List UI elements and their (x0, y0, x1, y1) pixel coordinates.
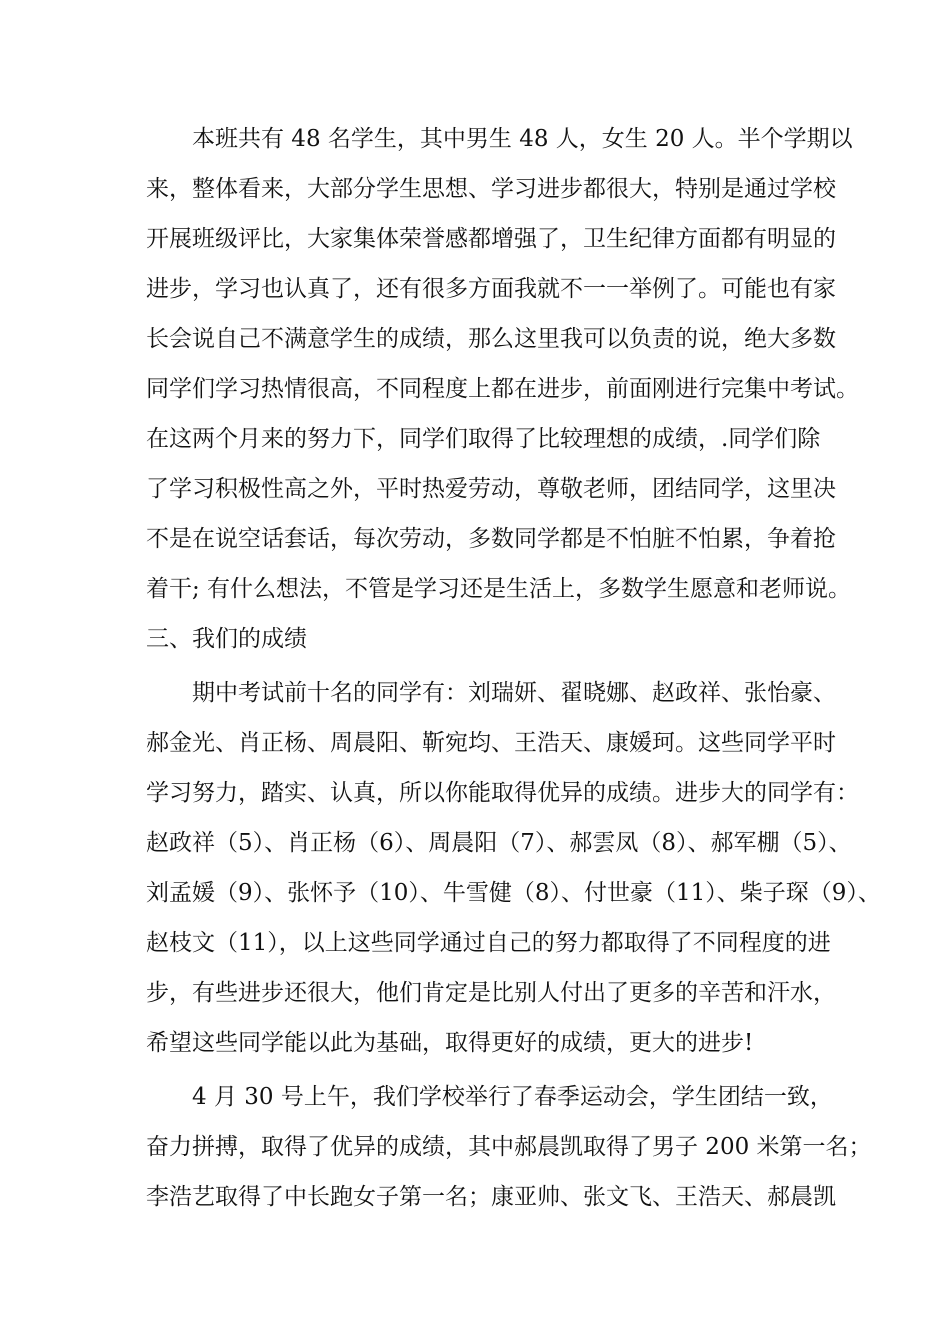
paragraph-sports-meet (146, 1072, 872, 1222)
document-body (146, 114, 881, 1222)
text-line: 期中考试前十名的同学有：刘瑞妍、翟晓娜、赵政祥、张怡豪、 (192, 680, 836, 706)
text-line: 开展班级评比，大家集体荣誉感都增强了，卫生纪律方面都有明显的 (146, 226, 836, 252)
text-line: 郝金光、肖正杨、周晨阳、靳宛均、王浩天、康媛珂。这些同学平时 (146, 730, 836, 756)
text-line: 来，整体看来，大部分学生思想、学习进步都很大，特别是通过学校 (146, 176, 836, 202)
section-heading: 三、我们的成绩 (146, 626, 307, 652)
text-line: 学习努力，踏实、认真，所以你能取得优异的成绩。进步大的同学有： (146, 780, 859, 806)
text-line: 着干; 有什么想法，不管是学习还是生活上，多数学生愿意和老师说。 (146, 576, 852, 602)
text-line: 赵枝文（11），以上这些同学通过自己的努力都取得了不同程度的进 (146, 930, 831, 956)
text-line: 长会说自己不满意学生的成绩，那么这里我可以负责的说，绝大多数 (146, 326, 836, 352)
text-line: 4 月 30 号上午，我们学校举行了春季运动会，学生团结一致， (192, 1084, 833, 1110)
paragraph-class-overview (146, 114, 859, 614)
paragraph-exam-results (146, 668, 881, 1068)
text-line: 不是在说空话套话，每次劳动，多数同学都是不怕脏不怕累，争着抢 (146, 526, 836, 552)
text-line: 进步，学习也认真了，还有很多方面我就不一一举例了。可能也有家 (146, 276, 836, 302)
text-line: 步，有些进步还很大，他们肯定是比别人付出了更多的辛苦和汗水， (146, 980, 836, 1006)
text-line: 刘孟媛（9）、张怀予（10）、牛雪健（8）、付世豪（11）、柴子琛（9）、 (146, 880, 881, 906)
text-line: 在这两个月来的努力下，同学们取得了比较理想的成绩，.同学们除 (146, 426, 821, 452)
text-line: 同学们学习热情很高，不同程度上都在进步，前面刚进行完集中考试。 (146, 376, 859, 402)
text-line: 李浩艺取得了中长跑女子第一名；康亚帅、张文飞、王浩天、郝晨凯 (146, 1184, 836, 1210)
text-line: 本班共有 48 名学生，其中男生 48 人，女生 20 人。半个学期以 (192, 126, 853, 152)
text-line: 希望这些同学能以此为基础，取得更好的成绩，更大的进步! (146, 1030, 754, 1056)
text-line: 奋力拼搏，取得了优异的成绩，其中郝晨凯取得了男子 200 米第一名； (146, 1134, 872, 1160)
text-line: 赵政祥（5）、肖正杨（6）、周晨阳（7）、郝雲凤（8）、郝军棚（5）、 (146, 830, 852, 856)
text-line: 了学习积极性高之外，平时热爱劳动，尊敬老师，团结同学，这里决 (146, 476, 836, 502)
